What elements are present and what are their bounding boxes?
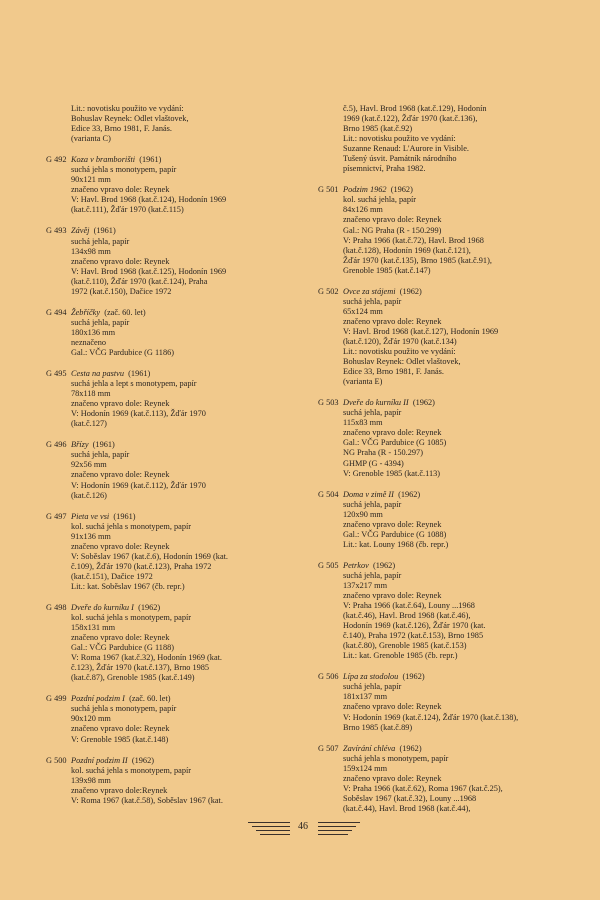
entry-line: Suzanne Renaud: L'Aurore in Visible. <box>343 144 469 154</box>
entry-heading <box>46 512 286 522</box>
entry-title: Pieta ve vsi <box>71 511 110 521</box>
catalog-entry <box>46 369 286 429</box>
entry-heading <box>318 672 558 682</box>
entry-line: GHMP (G - 4394) <box>343 458 404 468</box>
entry-line: značeno vpravo dole: Reynek <box>343 591 442 601</box>
entry-line: suchá jehla a lept s monotypem, papír <box>71 379 197 389</box>
entry-line: 120x90 mm <box>343 509 383 519</box>
entry-heading <box>46 369 286 379</box>
entry-line: (kat.č.44), Havl. Brod 1968 (kat.č.44), <box>343 803 471 813</box>
entry-heading <box>46 756 286 766</box>
catalog-entry <box>46 603 286 683</box>
entry-line: V: Grenoble 1985 (kat.č.113) <box>343 468 440 478</box>
entry-date: (1962) <box>372 560 396 570</box>
entry-line: 90x121 mm <box>71 175 111 185</box>
entry-number: G 503 <box>318 398 339 408</box>
entry-date: (1961) <box>128 369 151 379</box>
entry-line: Gal.: VČG Pardubice (G 1088) <box>343 529 447 539</box>
entry-number: G 496 <box>46 440 67 450</box>
catalog-entry <box>318 398 558 478</box>
footer-rule <box>248 822 290 823</box>
entry-line: Brno 1985 (kat.č.89) <box>343 722 413 732</box>
footer-rule <box>318 830 352 831</box>
entry-date: (1961) <box>93 226 116 236</box>
catalog-entry <box>46 308 286 358</box>
entry-title: Lípa za stodolou <box>343 672 399 682</box>
entry-line: suchá jehla, papír <box>343 570 402 580</box>
entry-heading <box>46 226 286 236</box>
entry-line: Gal.: NG Praha (R - 150.299) <box>343 225 442 235</box>
entry-line: značeno vpravo dole: Reynek <box>71 470 170 480</box>
entry-line: V: Roma 1967 (kat.č.32), Hodonín 1969 (kat. <box>71 653 223 663</box>
footer-rule <box>260 834 290 835</box>
entry-continuation <box>46 104 286 144</box>
entry-line: kol. suchá jehla, papír <box>343 195 417 205</box>
entry-line: Žďár 1970 (kat.č.135), Brno 1985 (kat.č.91), <box>343 255 492 265</box>
entry-date: (zač. 60. let) <box>104 307 146 317</box>
entry-line: suchá jehla s monotypem, papír <box>71 704 177 714</box>
entry-line: (kat.č.80), Grenoble 1985 (kat.č.153) <box>343 641 467 651</box>
entry-line: 1969 (kat.č.122), Žďár 1970 (kat.č.136), <box>343 114 478 124</box>
entry-date: (1961) <box>92 440 115 450</box>
entry-line: značeno vpravo dole: Reynek <box>343 316 442 326</box>
catalog-entry <box>318 744 558 814</box>
entry-date: (1961) <box>139 155 162 165</box>
entry-line: Lit.: kat. Soběslav 1967 (čb. repr.) <box>71 581 185 591</box>
entry-heading-text <box>71 512 136 522</box>
entry-title: Žebříčky <box>71 307 101 317</box>
entry-number: G 493 <box>46 226 67 236</box>
entry-line: (kat.č.46), Havl. Brod 1968 (kat.č.46), <box>343 611 471 621</box>
entry-line: Lit.: kat. Grenoble 1985 (čb. repr.) <box>343 651 458 661</box>
footer-rule <box>318 826 356 827</box>
entry-line: suchá jehla, papír <box>343 296 402 306</box>
entry-line: (kat.č.87), Grenoble 1985 (kat.č.149) <box>71 673 195 683</box>
footer-rule <box>256 830 290 831</box>
entry-line: (kat.č.110), Žďár 1970 (kat.č.124), Praha <box>71 276 208 286</box>
entry-title: Petrkov <box>343 560 369 570</box>
entry-line: V: Havl. Brod 1968 (kat.č.124), Hodonín 1969 <box>71 195 227 205</box>
entry-heading-text <box>71 440 115 450</box>
entry-line: neznačeno <box>71 337 107 347</box>
catalog-entry <box>46 756 286 806</box>
entry-date: (1962) <box>412 398 435 408</box>
entry-line: Lit.: novotisku použito ve vydání: <box>343 347 456 357</box>
entry-heading-text <box>343 185 413 195</box>
entry-line: (varianta C) <box>71 134 111 144</box>
entry-line: suchá jehla, papír <box>343 408 402 418</box>
entry-line: Gal.: VČG Pardubice (G 1188) <box>71 643 175 653</box>
entry-date: (1962) <box>399 743 422 753</box>
catalog-entry <box>46 512 286 592</box>
footer-rule <box>318 834 348 835</box>
entry-line: 134x98 mm <box>71 246 111 256</box>
entry-line: kol. suchá jehla s monotypem, papír <box>71 765 192 775</box>
entry-line: 115x83 mm <box>343 418 383 428</box>
footer-rule <box>252 826 290 827</box>
entry-line: 65x124 mm <box>343 306 383 316</box>
entry-line: (kat.č.127) <box>71 419 107 429</box>
entry-line: značeno vpravo dole: Reynek <box>343 519 442 529</box>
entry-title: Podzim 1962 <box>343 185 387 195</box>
entry-date: (1962) <box>398 489 421 499</box>
catalog-entry <box>46 440 286 500</box>
entry-line: značeno vpravo dole:Reynek <box>71 785 168 795</box>
catalog-entry <box>46 155 286 215</box>
entry-line: č.140), Praha 1972 (kat.č.153), Brno 1985 <box>343 631 484 641</box>
entry-title: Cesta na pastvu <box>71 369 125 379</box>
entry-line: suchá jehla, papír <box>71 236 130 246</box>
entry-line: Tušený úsvit. Památník národního <box>343 154 457 164</box>
entry-line: 180x136 mm <box>71 327 116 337</box>
entry-heading-text <box>343 672 425 682</box>
entry-line: V: Praha 1966 (kat.č.64), Louny ...1968 <box>343 601 475 611</box>
entry-line: V: Praha 1966 (kat.č.72), Havl. Brod 1968 <box>343 235 484 245</box>
entry-number: G 499 <box>46 694 67 704</box>
entry-line: (kat.č.120), Žďár 1970 (kat.č.134) <box>343 336 457 346</box>
entry-line: Bohuslav Reynek: Odlet vlaštovek, <box>71 114 189 124</box>
entry-line: 91x136 mm <box>71 531 111 541</box>
page-number: 46 <box>298 821 308 832</box>
entry-title: Pozdní podzim I <box>71 694 125 704</box>
right-column <box>318 104 558 825</box>
entry-line: (kat.č.111), Žďár 1970 (kat.č.115) <box>71 205 184 215</box>
entry-title: Dveře do kurníku II <box>343 398 409 408</box>
entry-line: 159x124 mm <box>343 763 388 773</box>
catalog-entry <box>318 561 558 661</box>
entry-number: G 507 <box>318 743 339 753</box>
page-footer <box>0 818 600 838</box>
entry-line: V: Havl. Brod 1968 (kat.č.127), Hodonín 1969 <box>343 326 499 336</box>
entry-line: V: Soběslav 1967 (kat.č.6), Hodonín 1969 (kat. <box>71 551 229 561</box>
catalog-entry <box>318 672 558 732</box>
entry-line: 92x56 mm <box>71 460 107 470</box>
entry-heading-text <box>343 398 435 408</box>
catalog-entry <box>46 694 286 744</box>
entry-line: Lit.: novotisku použito ve vydání: <box>71 104 184 113</box>
entry-heading-text <box>71 369 150 379</box>
entry-line: V: Roma 1967 (kat.č.58), Soběslav 1967 (kat. <box>71 795 223 805</box>
entry-title: Zavírání chléva <box>343 743 396 753</box>
entry-line: Brno 1985 (kat.č.92) <box>343 124 413 134</box>
entry-line: 84x126 mm <box>343 205 383 215</box>
entry-heading-text <box>71 226 116 236</box>
entry-title: Břízy <box>71 440 89 450</box>
entry-heading-text <box>343 490 420 500</box>
entry-number: G 492 <box>46 155 67 165</box>
entry-heading-text <box>343 287 422 297</box>
entry-heading <box>46 440 286 450</box>
entry-line: kol. suchá jehla s monotypem, papír <box>71 521 192 531</box>
entry-line: Edice 33, Brno 1981, F. Janás. <box>71 124 172 134</box>
entry-line: Gal.: VČG Pardubice (G 1186) <box>71 347 175 357</box>
entry-number: G 501 <box>318 185 339 195</box>
entry-line: 181x137 mm <box>343 692 388 702</box>
entry-line: NG Praha (R - 150.297) <box>343 448 423 458</box>
entry-line: Lit.: kat. Louny 1968 (čb. repr.) <box>343 539 449 549</box>
entry-number: G 494 <box>46 307 67 317</box>
entry-heading <box>318 398 558 408</box>
entry-line: 78x118 mm <box>71 389 111 399</box>
entry-heading <box>46 694 286 704</box>
footer-rule <box>318 822 360 823</box>
entry-line: Edice 33, Brno 1981, F. Janás. <box>343 367 444 377</box>
entry-line: suchá jehla, papír <box>71 450 130 460</box>
entry-continuation <box>318 104 558 174</box>
entry-date: (1962) <box>402 672 425 682</box>
entry-line: V: Grenoble 1985 (kat.č.148) <box>71 734 169 744</box>
entry-date: (1962) <box>138 602 161 612</box>
entry-line: č.5), Havl. Brod 1968 (kat.č.129), Hodonín <box>343 104 487 113</box>
entry-line: 137x217 mm <box>343 580 388 590</box>
entry-line: 90x120 mm <box>71 714 111 724</box>
entry-line: suchá jehla, papír <box>71 317 130 327</box>
entry-line: značeno vpravo dole: Reynek <box>71 541 170 551</box>
entry-line: značeno vpravo dole: Reynek <box>343 428 442 438</box>
entry-heading <box>46 308 286 318</box>
entry-date: (1962) <box>399 286 422 296</box>
entry-heading <box>318 744 558 754</box>
entry-line: značeno vpravo dole: Reynek <box>71 399 170 409</box>
entry-heading-text <box>71 756 154 766</box>
entry-heading <box>46 155 286 165</box>
entry-line: suchá jehla s monotypem, papír <box>71 165 177 175</box>
entry-line: V: Havl. Brod 1968 (kat.č.125), Hodonín 1969 <box>71 266 227 276</box>
entry-line: č.123), Žďár 1970 (kat.č.137), Brno 1985 <box>71 663 210 673</box>
catalog-entry <box>318 490 558 550</box>
entry-heading-text <box>71 694 171 704</box>
entry-line: č.109), Žďár 1970 (kat.č.123), Praha 1972 <box>71 561 212 571</box>
entry-line: značeno vpravo dole: Reynek <box>343 773 442 783</box>
entry-line: značeno vpravo dole: Reynek <box>71 256 170 266</box>
entry-date: (1962) <box>131 755 154 765</box>
entry-line: V: Hodonín 1969 (kat.č.112), Žďár 1970 <box>71 480 206 490</box>
entry-date: (1961) <box>113 511 136 521</box>
entry-title: Ovce za stájemi <box>343 286 396 296</box>
entry-line: značeno vpravo dole: Reynek <box>343 702 442 712</box>
catalog-entry <box>318 185 558 275</box>
entry-line: kol. suchá jehla s monotypem, papír <box>71 613 192 623</box>
entry-date: (zač. 60. let) <box>129 694 171 704</box>
entry-title: Závěj <box>71 226 90 236</box>
entry-number: G 506 <box>318 672 339 682</box>
entry-line: Bohuslav Reynek: Odlet vlaštovek, <box>343 357 461 367</box>
entry-title: Dveře do kurníku I <box>71 602 134 612</box>
entry-line: značeno vpravo dole: Reynek <box>71 633 170 643</box>
entry-heading-text <box>343 561 395 571</box>
entry-heading <box>46 603 286 613</box>
entry-heading-text <box>71 603 160 613</box>
entry-number: G 502 <box>318 286 339 296</box>
entry-heading <box>318 561 558 571</box>
entry-line: 158x131 mm <box>71 623 116 633</box>
entry-heading-text <box>71 155 161 165</box>
left-column <box>46 104 286 817</box>
entry-line: V: Hodonín 1969 (kat.č.113), Žďár 1970 <box>71 409 206 419</box>
entry-line: Soběslav 1967 (kat.č.32), Louny ...1968 <box>343 793 477 803</box>
entry-number: G 505 <box>318 560 339 570</box>
entry-line: Hodonín 1969 (kat.č.126), Žďár 1970 (kat. <box>343 621 486 631</box>
entry-heading-text <box>343 744 422 754</box>
entry-line: V: Hodonín 1969 (kat.č.124), Žďár 1970 (kat.č.138), <box>343 712 519 722</box>
entry-title: Doma v zimě II <box>343 489 394 499</box>
entry-title: Koza v bramborišti <box>71 155 136 165</box>
entry-number: G 495 <box>46 369 67 379</box>
entry-number: G 500 <box>46 755 67 765</box>
catalog-entry <box>318 287 558 387</box>
entry-line: 1972 (kat.č.150), Dačice 1972 <box>71 286 172 296</box>
entry-line: (varianta E) <box>343 377 383 387</box>
entry-line: (kat.č.126) <box>71 490 107 500</box>
entry-line: Grenoble 1985 (kat.č.147) <box>343 265 431 275</box>
entry-number: G 504 <box>318 489 339 499</box>
entry-line: (kat.č.128), Hodonín 1969 (kat.č.121), <box>343 245 471 255</box>
entry-line: Gal.: VČG Pardubice (G 1085) <box>343 438 447 448</box>
entry-line: značeno vpravo dole: Reynek <box>71 724 170 734</box>
entry-number: G 497 <box>46 511 67 521</box>
entry-heading <box>318 287 558 297</box>
entry-line: 139x98 mm <box>71 775 111 785</box>
entry-line: písemnictví, Praha 1982. <box>343 164 426 174</box>
entry-line: značeno vpravo dole: Reynek <box>71 185 170 195</box>
entry-line: V: Praha 1966 (kat.č.62), Roma 1967 (kat.č.25), <box>343 783 503 793</box>
entry-number: G 498 <box>46 602 67 612</box>
entry-line: suchá jehla s monotypem, papír <box>343 753 449 763</box>
entry-line: Lit.: novotisku použito ve vydání: <box>343 134 456 144</box>
entry-line: suchá jehla, papír <box>343 499 402 509</box>
entry-date: (1962) <box>390 185 413 195</box>
entry-line: značeno vpravo dole: Reynek <box>343 215 442 225</box>
entry-heading <box>318 185 558 195</box>
catalog-entry <box>46 226 286 296</box>
entry-title: Pozdní podzim II <box>71 755 128 765</box>
entry-line: (kat.č.151), Dačice 1972 <box>71 571 153 581</box>
entry-heading-text <box>71 308 146 318</box>
entry-heading <box>318 490 558 500</box>
entry-line: suchá jehla, papír <box>343 682 402 692</box>
